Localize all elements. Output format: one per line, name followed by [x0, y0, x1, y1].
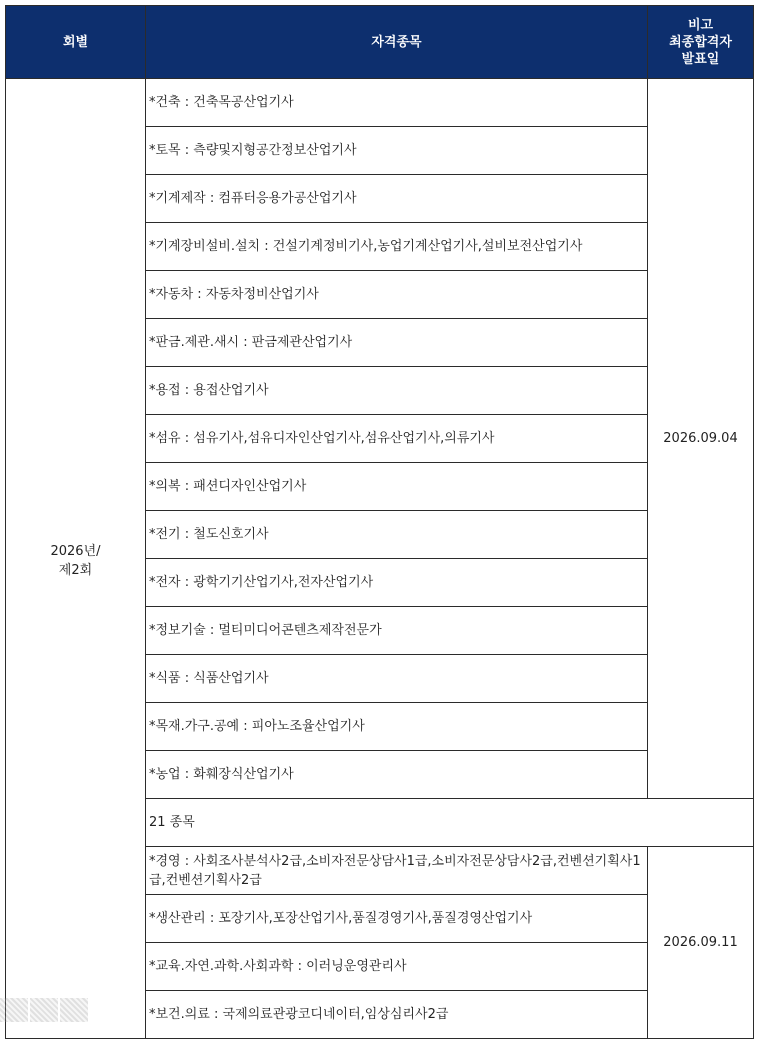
category-item: *의복 : 패션디자인산업기사 — [146, 463, 648, 511]
category-item: *전기 : 철도신호기사 — [146, 511, 648, 559]
category-item: *자동차 : 자동차정비산업기사 — [146, 271, 648, 319]
table-row — [6, 79, 754, 127]
announcement-date: 2026.09.04 — [648, 79, 754, 799]
exam-schedule-table — [5, 5, 754, 1039]
category-item: *토목 : 측량및지형공간정보산업기사 — [146, 127, 648, 175]
category-item: *섬유 : 섬유기사,섬유디자인산업기사,섬유산업기사,의류기사 — [146, 415, 648, 463]
category-item: *용접 : 용접산업기사 — [146, 367, 648, 415]
header-category: 자격종목 — [146, 6, 648, 79]
category-item: *보건.의료 : 국제의료관광코디네이터,임상심리사2급 — [146, 991, 648, 1039]
category-item: *기계제작 : 컴퓨터응용가공산업기사 — [146, 175, 648, 223]
watermark-mark — [0, 998, 28, 1022]
watermark-logo — [0, 998, 100, 1024]
category-item: *교육.자연.과학.사회과학 : 이러닝운영관리사 — [146, 943, 648, 991]
header-note-line: 최종합격자 — [669, 34, 732, 50]
category-item: *전자 : 광학기기산업기사,전자산업기사 — [146, 559, 648, 607]
category-item: *식품 : 식품산업기사 — [146, 655, 648, 703]
header-note — [648, 6, 754, 79]
watermark-mark — [30, 998, 58, 1022]
announcement-date: 2026.09.11 — [648, 847, 754, 1039]
header-note-line: 비고 — [687, 17, 714, 33]
category-item: *생산관리 : 포장기사,포장산업기사,품질경영기사,품질경영산업기사 — [146, 895, 648, 943]
category-item: *건축 : 건축목공산업기사 — [146, 79, 648, 127]
header-note-line: 발표일 — [681, 51, 720, 67]
category-item: *목재.가구.공예 : 피아노조율산업기사 — [146, 703, 648, 751]
category-item: *판금.제관.새시 : 판금제관산업기사 — [146, 319, 648, 367]
category-item: *정보기술 : 멀티미디어콘텐츠제작전문가 — [146, 607, 648, 655]
header-row — [6, 6, 754, 79]
category-item: *경영 : 사회조사분석사2급,소비자전문상담사1급,소비자전문상담사2급,컨벤션기획사1급,컨벤션기획사2급 — [146, 847, 648, 895]
round-label-line: 2026년/ — [50, 543, 101, 559]
round-label-line: 제2회 — [58, 562, 93, 578]
category-item: *농업 : 화훼장식산업기사 — [146, 751, 648, 799]
round-cell — [6, 79, 146, 1039]
category-item: *기계장비설비.설치 : 건설기계정비기사,농업기계산업기사,설비보전산업기사 — [146, 223, 648, 271]
watermark-mark — [60, 998, 88, 1022]
header-round: 회별 — [6, 6, 146, 79]
category-count: 21 종목 — [146, 799, 754, 847]
